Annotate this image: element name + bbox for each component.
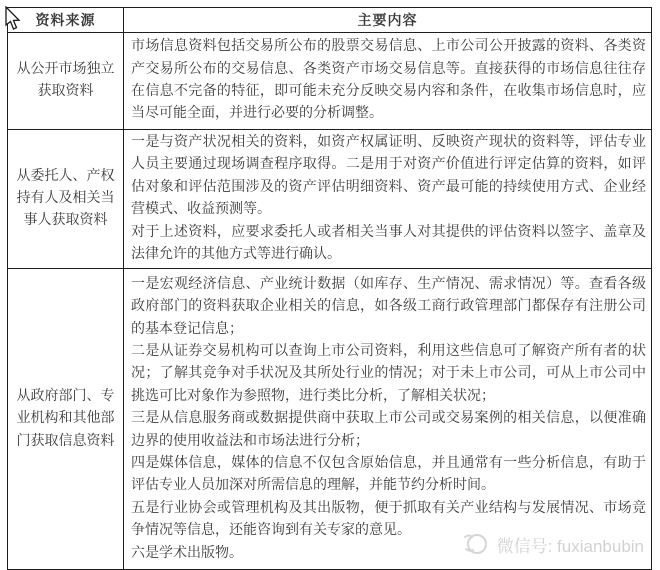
source-cell: 从公开市场独立获取资料 [8,33,124,130]
content-paragraph: 四是媒体信息，媒体的信息不仅包含原始信息，并且通常有一些分析信息，有助于评估专业人员加深对所需信息的理解，并能节约分析时间。 [131,456,646,494]
table-row [8,130,652,269]
wechat-logo-icon [461,531,491,557]
table-row [8,33,652,130]
watermark [461,531,644,557]
content-cell [124,269,652,570]
header-source: 资料来源 [8,8,124,33]
content-paragraph: 三是从信息服务商或数据提供商中获取上市公司或交易案例的相关信息，以便准确边界的使用收益法和市场法进行分析； [131,411,646,449]
data-source-table [7,7,652,570]
table-header-row [8,8,652,33]
source-cell: 从委托人、产权持有人及相关当事人获取资料 [8,130,124,269]
watermark-label: 微信号: fuxianbubin [496,536,644,556]
content-paragraph: 市场信息资料包括交易所公布的股票交易信息、上市公司公开披露的资料、各类资产交易所公布的交易信息、各类资产市场交易信息等。直接获得的市场信息往往存在信息不完备的特征，即可能未充分反映交易内容和条件，在收集市场信息时，应当尽可能全面，并进行必要的分析调整。 [131,39,646,122]
content-paragraph: 对于上述资料，应要求委托人或者相关当事人对其提供的评估资料以签字、盖章及法律允许的其他方式等进行确认。 [131,224,646,263]
source-cell: 从政府部门、专业机构和其他部门获取信息资料 [8,269,124,570]
content-paragraph: 六是学术出版物。 [131,545,243,561]
table-row [8,269,652,570]
content-paragraph: 五是行业协会或管理机构及其出版物，便于抓取有关产业结构与发展情况、市场竞争情况等信息，还能咨询到有关专家的意见。 [131,500,646,539]
content-paragraph: 一是与资产状况相关的资料，如资产权属证明、反映资产现状的资料等，评估专业人员主要通过现场调查程序取得。二是用于对资产价值进行评定估算的资料，如评估对象和评估范围涉及的资产评估明细资料、资产最可能的持续使用方式、企业经营模式、收益预测等。 [131,135,646,218]
content-cell [124,130,652,269]
header-content: 主要内容 [124,8,652,33]
content-paragraph: 一是宏观经济信息、产业统计数据（如库存、生产情况、需求情况）等。查看各级政府部门的资料获取企业相关的信息，如各级工商行政管理部门都保存有注册公司的基本登记信息； [131,276,646,337]
content-cell [124,33,652,130]
content-paragraph: 二是从证券交易机构可以查询上市公司资料，利用这些信息可了解资产所有者的状况；了解其竞争对手状况及其所处行业的情况；对于未上市公司，可从上市公司中挑选可比对象作为参照物，进行类比分析，了解相关状况； [131,344,646,404]
